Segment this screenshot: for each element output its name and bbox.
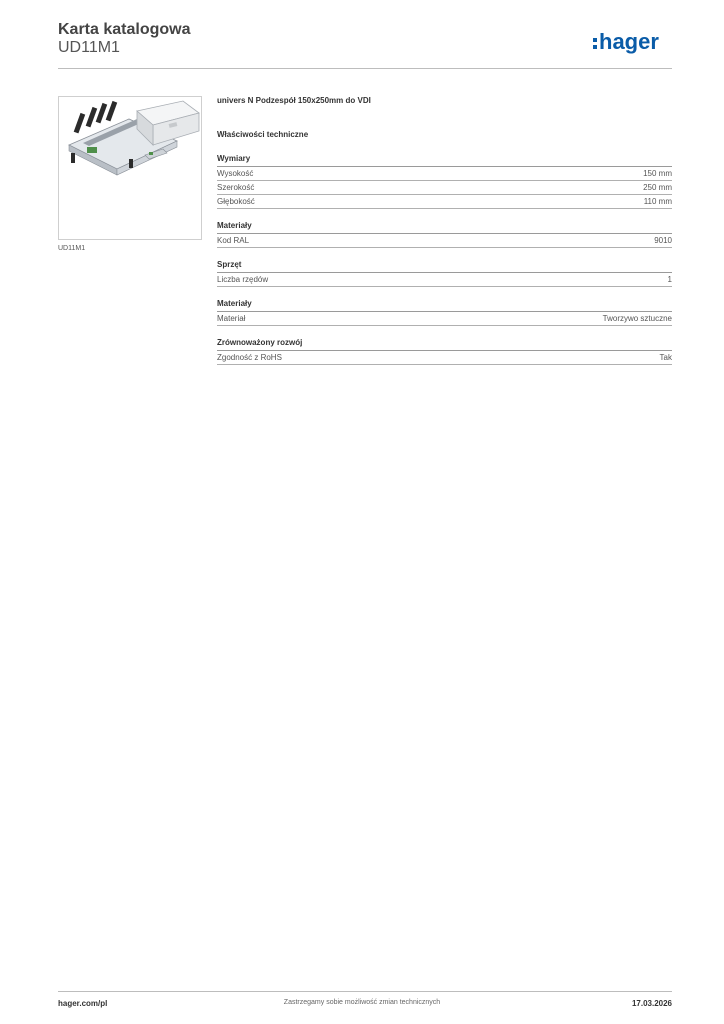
property-group-dimensions <box>217 153 672 209</box>
property-value: 250 mm <box>643 183 672 192</box>
property-label: Głębokość <box>217 197 255 206</box>
property-row <box>217 351 672 365</box>
property-group-sustainability <box>217 337 672 365</box>
property-group-material <box>217 298 672 326</box>
property-label: Wysokość <box>217 169 254 178</box>
property-row <box>217 234 672 248</box>
property-group-materials <box>217 220 672 248</box>
property-value: 9010 <box>654 236 672 245</box>
image-caption: UD11M1 <box>58 245 86 252</box>
group-title: Materiały <box>217 220 672 234</box>
property-value: 150 mm <box>643 169 672 178</box>
property-value: Tak <box>659 353 672 362</box>
logo-text: hager <box>599 29 659 54</box>
header-divider <box>58 68 672 69</box>
group-title: Materiały <box>217 298 672 312</box>
product-code: UD11M1 <box>58 39 120 56</box>
footer-divider <box>58 991 672 992</box>
property-label: Kod RAL <box>217 236 250 245</box>
property-row <box>217 195 672 209</box>
property-label: Materiał <box>217 314 246 323</box>
property-label: Liczba rzędów <box>217 275 269 284</box>
section-heading: Właściwości techniczne <box>217 130 309 139</box>
footer-disclaimer: Zastrzegamy sobie możliwość zmian technicznych <box>283 999 441 1006</box>
group-title: Sprzęt <box>217 259 672 273</box>
property-value: 1 <box>667 275 672 284</box>
property-row <box>217 181 672 195</box>
property-label: Szerokość <box>217 183 255 192</box>
property-group-equipment <box>217 259 672 287</box>
property-value: 110 mm <box>643 197 672 206</box>
footer-date: 17.03.2026 <box>631 999 672 1008</box>
product-image <box>58 96 202 240</box>
property-row <box>217 167 672 181</box>
hager-logo <box>593 27 677 57</box>
product-details <box>217 96 672 365</box>
property-label: Zgodność z RoHS <box>217 353 282 362</box>
property-value: Tworzywo sztuczne <box>602 314 672 323</box>
property-row <box>217 312 672 326</box>
product-name: univers N Podzespół 150x250mm do VDI <box>217 96 371 105</box>
property-row <box>217 273 672 287</box>
group-title: Wymiary <box>217 153 672 167</box>
document-title: Karta katalogowa <box>58 21 191 38</box>
group-title: Zrównoważony rozwój <box>217 337 672 351</box>
footer-website-link[interactable]: hager.com/pl <box>58 999 108 1008</box>
